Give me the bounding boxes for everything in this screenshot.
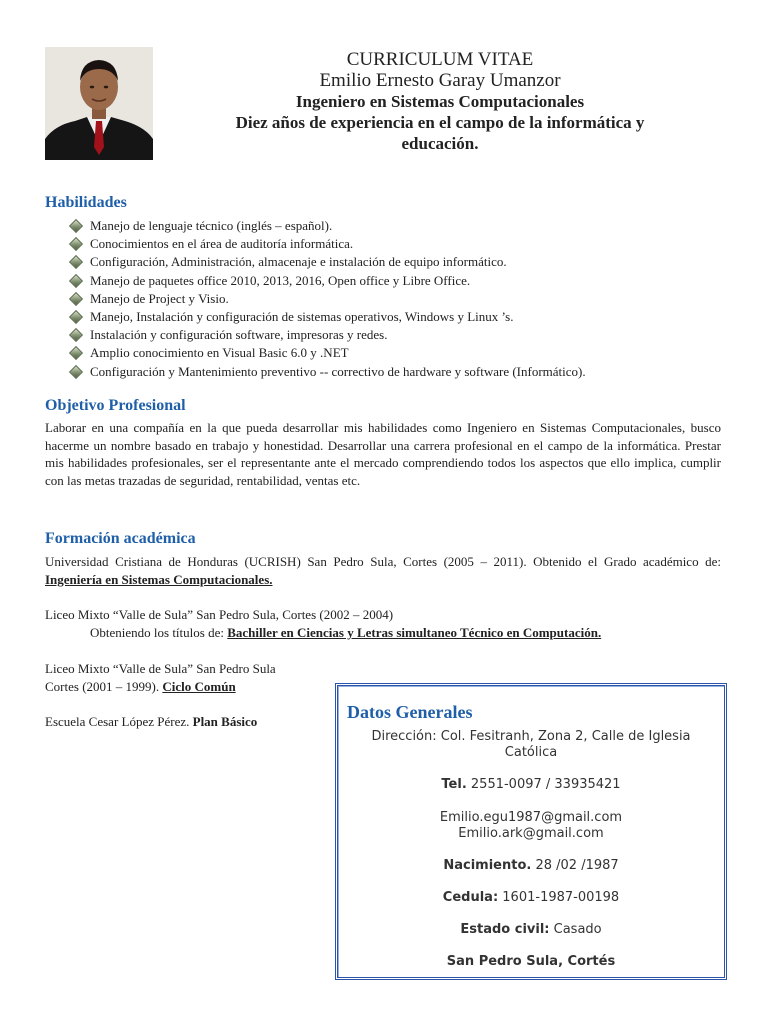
diamond-bullet-icon: [69, 310, 83, 324]
list-item: [68, 344, 586, 362]
person-photo-icon: [45, 47, 153, 160]
civil-row: [338, 922, 724, 938]
list-item: [68, 272, 586, 290]
city-line: San Pedro Sula, Cortés: [446, 954, 616, 969]
diamond-bullet-icon: [69, 328, 83, 342]
skill-text: Conocimientos en el área de auditoría informática.: [90, 236, 354, 252]
experience-line-1: Diez años de experiencia en el campo de la informática y: [235, 113, 645, 132]
candidate-degree: Ingeniero en Sistemas Computacionales: [295, 92, 585, 111]
skill-text: Manejo de Project y Visio.: [90, 290, 229, 306]
escuela-line: [45, 713, 257, 731]
birth-label: Nacimiento.: [443, 858, 532, 873]
list-item: [68, 326, 586, 344]
university-degree: Ingeniería en Sistemas Computacionales.: [45, 571, 273, 587]
skill-text: Configuración, Administración, almacenaje e instalación de equipo informático.: [90, 254, 507, 270]
diamond-bullet-icon: [69, 237, 83, 251]
diamond-bullet-icon: [69, 219, 83, 233]
education-title: Formación académica: [45, 530, 196, 547]
escuela-prefix: Escuela Cesar López Pérez.: [45, 714, 193, 729]
list-item: [68, 217, 586, 235]
general-info-box: [335, 683, 727, 980]
escuela-degree: Plan Básico: [192, 714, 258, 729]
liceo-1-prefix: Obteniendo los títulos de:: [90, 625, 228, 640]
list-item: [68, 308, 586, 326]
objective-text: Laborar en una compañía en la que pueda desarrollar mis habilidades como Ingeniero en Sistemas Computacionales, busco hacerme un nombre basado en trabajo y honestidad. Desarrollar una carrera profesional en el campo de la informática. Prestar mis habilidades profesionales, ser el representante ante el mercado comprendiendo todos los aspectos que ello implica, cumplir con las metas trazadas de seguridad, rentabilidad, ventas etc.: [45, 420, 721, 488]
skill-text: Manejo, Instalación y configuración de sistemas operativos, Windows y Linux ’s.: [90, 308, 514, 324]
phone-row: [338, 777, 724, 793]
skill-text: Instalación y configuración software, impresoras y redes.: [90, 327, 388, 343]
liceo-1-degree: Bachiller en Ciencias y Letras simultaneo Técnico en Computación.: [227, 625, 602, 640]
skill-text: Manejo de paquetes office 2010, 2013, 2016, Open office y Libre Office.: [90, 272, 471, 288]
birth-row: [338, 858, 724, 874]
phone-value: 2551-0097 / 33935421: [466, 777, 621, 792]
diamond-bullet-icon: [69, 346, 83, 360]
list-item: [68, 235, 586, 253]
liceo-2-line-1: Liceo Mixto “Valle de Sula” San Pedro Sula: [45, 661, 276, 676]
email-2: Emilio.ark@gmail.com: [458, 826, 604, 841]
university-text: Universidad Cristiana de Honduras (UCRISH) San Pedro Sula, Cortes (2005 – 2011). Obtenido el Grado académico de:: [45, 554, 721, 569]
diamond-bullet-icon: [69, 365, 83, 379]
skill-text: Configuración y Mantenimiento preventivo -- correctivo de hardware y software (Informático).: [90, 363, 586, 379]
list-item: [68, 363, 586, 381]
liceo-1-line: Liceo Mixto “Valle de Sula” San Pedro Sula, Cortes (2002 – 2004): [45, 607, 394, 622]
liceo-2-degree: Ciclo Común: [162, 679, 236, 694]
general-info-title: Datos Generales: [347, 702, 473, 722]
profile-photo: [45, 47, 153, 160]
liceo-2-line-2: [45, 678, 236, 696]
cv-title: CURRICULUM VITAE: [346, 49, 534, 70]
list-item: [68, 290, 586, 308]
skill-text: Manejo de lenguaje técnico (inglés – español).: [90, 218, 333, 233]
civil-label: Estado civil:: [460, 922, 550, 937]
id-row: [338, 890, 724, 906]
id-value: 1601-1987-00198: [498, 890, 620, 905]
address-line-2: Católica: [504, 745, 558, 760]
diamond-bullet-icon: [69, 255, 83, 269]
diamond-bullet-icon: [69, 274, 83, 288]
candidate-name: Emilio Ernesto Garay Umanzor: [319, 70, 561, 91]
liceo-1-degrees: [90, 624, 601, 642]
objective-title: Objetivo Profesional: [45, 397, 186, 414]
general-info-body: [338, 729, 724, 970]
liceo-2-prefix: Cortes (2001 – 1999).: [45, 679, 163, 694]
skills-title: Habilidades: [45, 194, 127, 211]
skills-list: [68, 217, 586, 381]
cv-header: [175, 49, 705, 154]
birth-value: 28 /02 /1987: [531, 858, 619, 873]
skill-text: Amplio conocimiento en Visual Basic 6.0 y .NET: [90, 345, 349, 361]
civil-value: Casado: [549, 922, 602, 937]
phone-label: Tel.: [441, 777, 467, 792]
experience-line-2: educación.: [401, 134, 479, 153]
diamond-bullet-icon: [69, 292, 83, 306]
id-label: Cedula:: [442, 890, 499, 905]
email-1: Emilio.egu1987@gmail.com: [439, 810, 623, 825]
list-item: [68, 253, 586, 271]
address-line-1: Dirección: Col. Fesitranh, Zona 2, Calle de Iglesia: [371, 729, 691, 744]
education-university: [45, 553, 721, 588]
